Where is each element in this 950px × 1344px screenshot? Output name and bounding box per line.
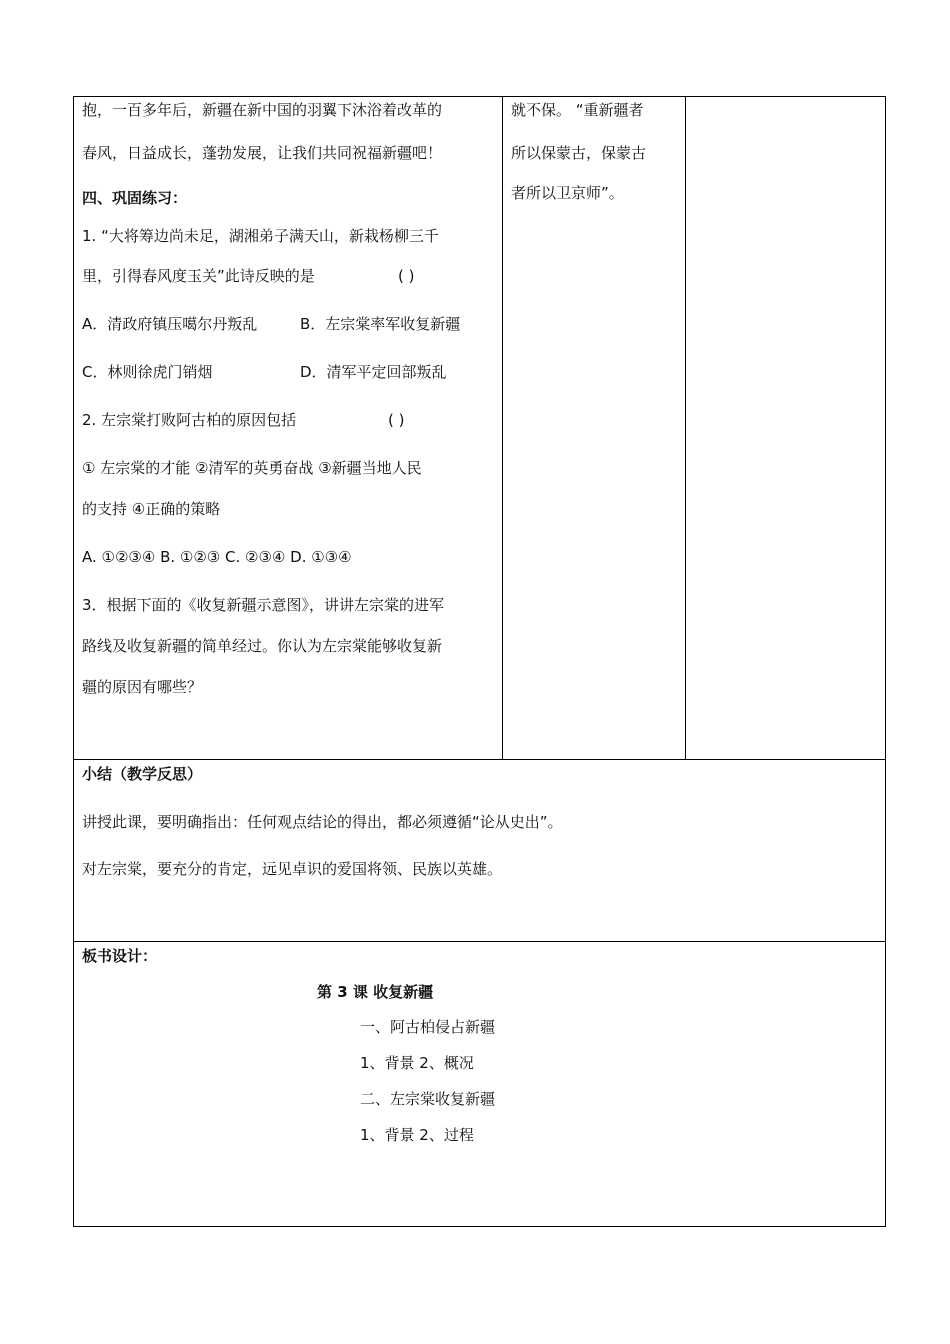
question-1-answer-paren: ( ): [398, 267, 415, 285]
question-1-line-1: 1. “大将筹边尚未足，湖湘弟子满天山，新栽杨柳三千: [82, 227, 439, 245]
row-divider-summary: [73, 759, 886, 760]
question-1-option-c: C．林则徐虎门销烟: [82, 363, 213, 381]
question-3-line-1: 3．根据下面的《收复新疆示意图》，讲讲左宗棠的进军: [82, 596, 445, 614]
summary-paragraph-2: 对左宗棠，要充分的肯定，远见卓识的爱国将领、民族以英雄。: [82, 860, 503, 878]
question-2-items-line-1: ① 左宗棠的才能 ②清军的英勇奋战 ③新疆当地人民: [82, 459, 422, 477]
side-text-line-1: 就不保。 “重新疆者: [511, 101, 644, 119]
summary-paragraph-1: 讲授此课，要明确指出：任何观点结论的得出，都必须遵循“论从史出”。: [82, 813, 563, 831]
section-heading-practice: 四、巩固练习：: [82, 189, 188, 207]
table-left-border: [73, 96, 74, 1227]
question-1-option-b: B．左宗棠率军收复新疆: [300, 315, 461, 333]
main-text-line-1: 抱，一百多年后，新疆在新中国的羽翼下沐浴着改革的: [82, 101, 443, 119]
question-1-line-2: 里，引得春风度玉关”此诗反映的是: [82, 267, 315, 285]
side-text-line-3: 者所以卫京师”。: [511, 184, 624, 202]
board-item-1: 一、阿古柏侵占新疆: [360, 1018, 496, 1036]
question-3-line-3: 疆的原因有哪些？: [82, 678, 203, 696]
table-right-border: [885, 96, 886, 1227]
board-item-2: 1、背景 2、概况: [360, 1054, 474, 1072]
main-text-line-2: 春风，日益成长，蓬勃发展，让我们共同祝福新疆吧！: [82, 144, 443, 162]
question-1-option-d: D．清军平定回部叛乱: [300, 363, 447, 381]
board-title: 第 3 课 收复新疆: [317, 983, 434, 1001]
table-bottom-border: [73, 1226, 886, 1227]
question-2-answer-paren: ( ): [388, 411, 405, 429]
column-divider-1: [502, 96, 503, 759]
board-item-4: 1、背景 2、过程: [360, 1126, 474, 1144]
question-3-line-2: 路线及收复新疆的简单经过。你认为左宗棠能够收复新: [82, 637, 443, 655]
question-2-items-line-2: 的支持 ④正确的策略: [82, 500, 221, 518]
table-top-border: [73, 96, 886, 97]
question-2-line: 2. 左宗棠打败阿古柏的原因包括: [82, 411, 297, 429]
row-divider-board: [73, 941, 886, 942]
board-heading: 板书设计：: [82, 947, 158, 965]
board-item-3: 二、左宗棠收复新疆: [360, 1090, 496, 1108]
side-text-line-2: 所以保蒙古，保蒙古: [511, 144, 647, 162]
summary-heading: 小结（教学反思）: [82, 765, 203, 783]
column-divider-2: [685, 96, 686, 759]
question-2-options: A. ①②③④ B. ①②③ C. ②③④ D. ①③④: [82, 548, 352, 566]
question-1-option-a: A．清政府镇压噶尔丹叛乱: [82, 315, 258, 333]
